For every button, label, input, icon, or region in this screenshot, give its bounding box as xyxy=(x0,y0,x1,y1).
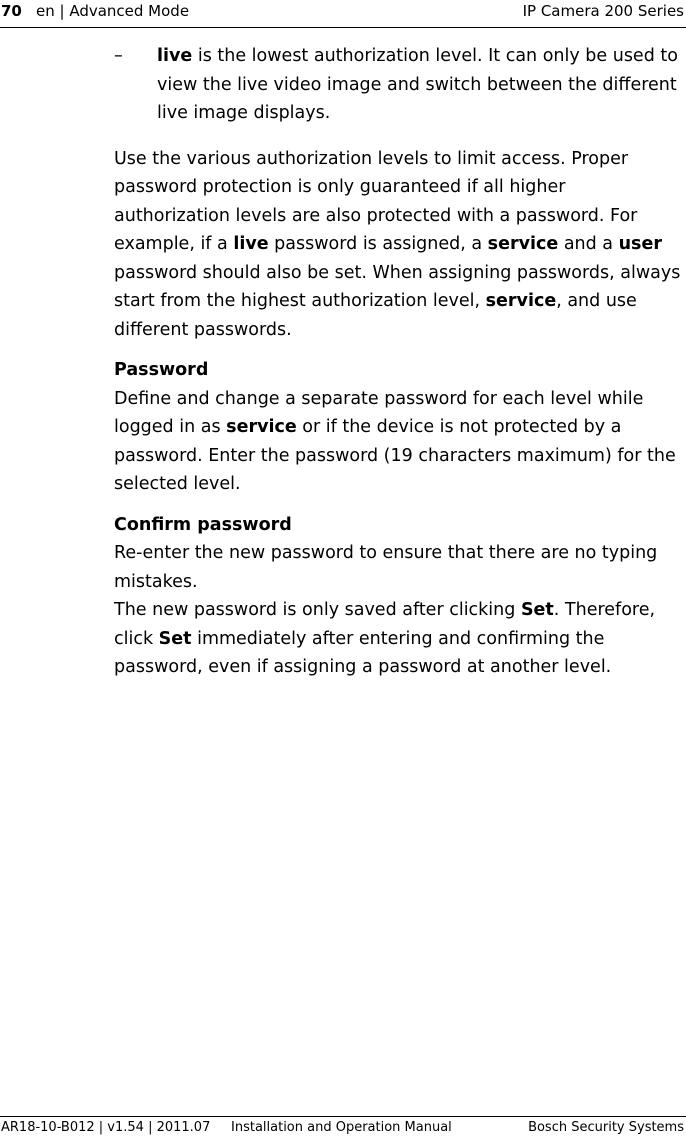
text-run: immediately after entering and confirming the password, even if assigning a password at another level. xyxy=(114,628,612,677)
term-user: user xyxy=(618,234,662,254)
page-header xyxy=(0,0,686,28)
text-run: or if the device is not protected by a password. Enter the password (19 characters maximum) for the selected level. xyxy=(114,417,676,494)
document-id: AR18-10-B012 | v1.54 | 2011.07 xyxy=(1,1120,211,1135)
section-title: en | Advanced Mode xyxy=(36,2,190,20)
bullet-live xyxy=(114,42,684,128)
term-service: service xyxy=(226,417,297,437)
confirm-paragraph-2 xyxy=(114,596,684,682)
bullet-text: is the lowest authorization level. It can only be used to view the live video image and switch between the different live image displays. xyxy=(157,46,678,123)
term-set: Set xyxy=(158,628,192,649)
page-number: 70 xyxy=(1,2,22,20)
company-name: Bosch Security Systems xyxy=(528,1120,684,1135)
text-run: and a xyxy=(558,234,619,254)
text-run: Use the various authorization levels to limit access. Proper password protection is only guaranteed if all higher authorization levels are also protected with a password. For example, if a xyxy=(114,148,638,254)
page-footer xyxy=(0,1116,686,1137)
term-live: live xyxy=(233,234,269,254)
text-run: , and use different passwords. xyxy=(114,291,637,340)
term-service: service xyxy=(487,234,559,254)
bullet-dash: – xyxy=(114,46,123,66)
confirm-paragraph-1: Re-enter the new password to ensure that there are no typing mistakes. xyxy=(114,543,658,592)
authorization-paragraph xyxy=(114,145,684,345)
term-service: service xyxy=(485,291,557,311)
password-heading: Password xyxy=(114,360,209,380)
text-run: The new password is only saved after clicking xyxy=(114,600,521,620)
confirm-password-heading: Confirm password xyxy=(114,514,292,535)
product-name: IP Camera 200 Series xyxy=(522,2,684,20)
page-content xyxy=(114,42,684,682)
term-set: Set xyxy=(520,600,554,620)
term-live: live xyxy=(157,46,193,66)
password-paragraph xyxy=(114,385,684,499)
text-run: Define and change a separate password for each level while logged in as xyxy=(114,388,644,437)
text-run: password is assigned, a xyxy=(268,234,488,254)
manual-title: Installation and Operation Manual xyxy=(231,1120,452,1135)
text-run: password should also be set. When assigning passwords, always start from the highest authorization level, xyxy=(114,262,681,311)
text-run: . Therefore, click xyxy=(114,600,656,649)
